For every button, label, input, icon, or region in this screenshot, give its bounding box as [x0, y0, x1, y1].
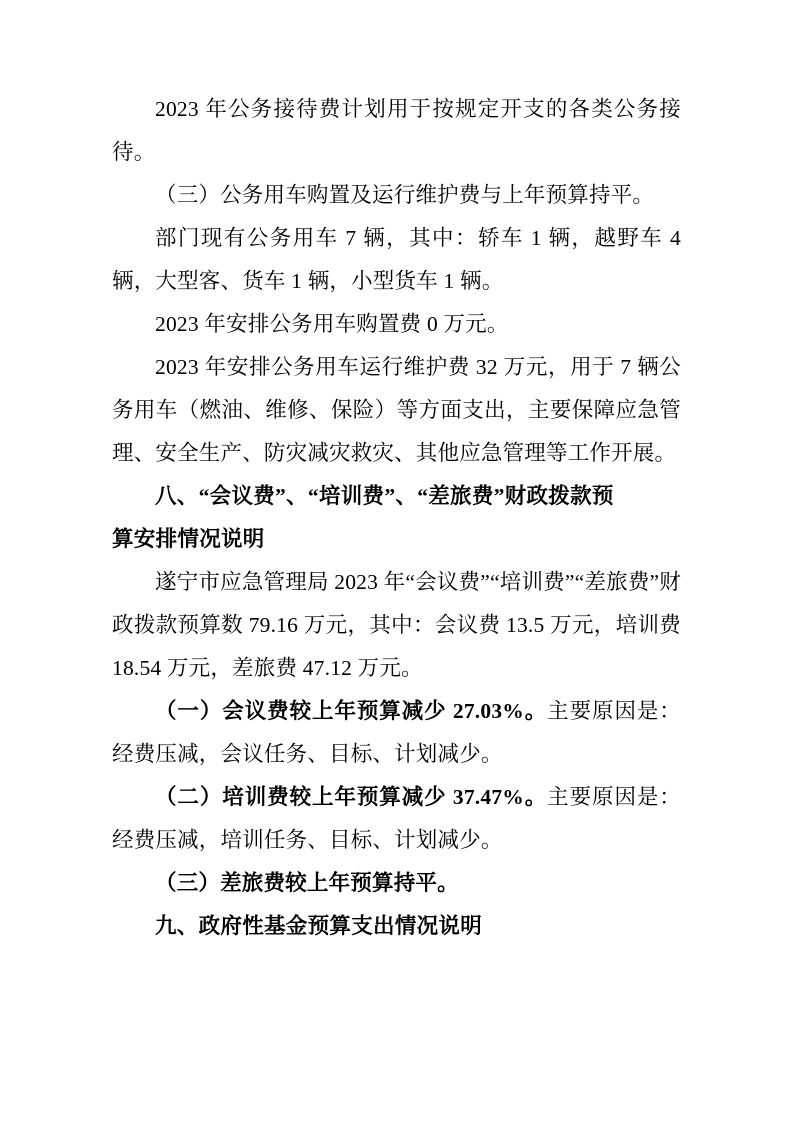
training-fee-highlight: （二）培训费较上年预算减少 37.47%。 — [155, 785, 548, 809]
paragraph-meeting-fee-change — [112, 690, 681, 776]
paragraph-section-eight-summary: 遂宁市应急管理局 2023 年“会议费”“培训费”“差旅费”财政拨款预算数 79.16 万元，其中：会议费 13.5 万元，培训费 18.54 万元，差旅费 47.12 万元。 — [112, 570, 681, 680]
paragraph-vehicle-section-title: （三）公务用车购置及运行维护费与上年预算持平。 — [155, 183, 655, 207]
paragraph-hospitality-plan: 2023 年公务接待费计划用于按规定开支的各类公务接待。 — [112, 97, 681, 164]
heading-section-nine: 九、政府性基金预算支出情况说明 — [155, 914, 483, 938]
paragraph-vehicle-maintenance-cost: 2023 年安排公务用车运行维护费 32 万元，用于 7 辆公务用车（燃油、维修、保险）等方面支出，主要保障应急管理、安全生产、防灾减灾救灾、其他应急管理等工作开展。 — [112, 355, 681, 465]
document-body — [112, 88, 681, 948]
paragraph-training-fee-change — [112, 776, 681, 862]
training-fee-reason: 主要原因是：经费压减，培训任务、目标、计划减少。 — [112, 785, 682, 852]
paragraph-vehicle-inventory: 部门现有公务用车 7 辆，其中：轿车 1 辆，越野车 4 辆，大型客、货车 1 辆，小型货车 1 辆。 — [112, 226, 681, 293]
paragraph-travel-fee-change: （三）差旅费较上年预算持平。 — [155, 871, 459, 895]
paragraph-vehicle-purchase-cost: 2023 年安排公务用车购置费 0 万元。 — [155, 312, 509, 336]
heading-section-eight-continued: 算安排情况说明 — [112, 527, 265, 551]
meeting-fee-highlight: （一）会议费较上年预算减少 27.03%。 — [155, 699, 548, 723]
heading-section-eight: 八、“会议费”、“培训费”、“差旅费”财政拨款预 — [155, 484, 614, 508]
meeting-fee-reason: 主要原因是：经费压减，会议任务、目标、计划减少。 — [112, 699, 682, 766]
